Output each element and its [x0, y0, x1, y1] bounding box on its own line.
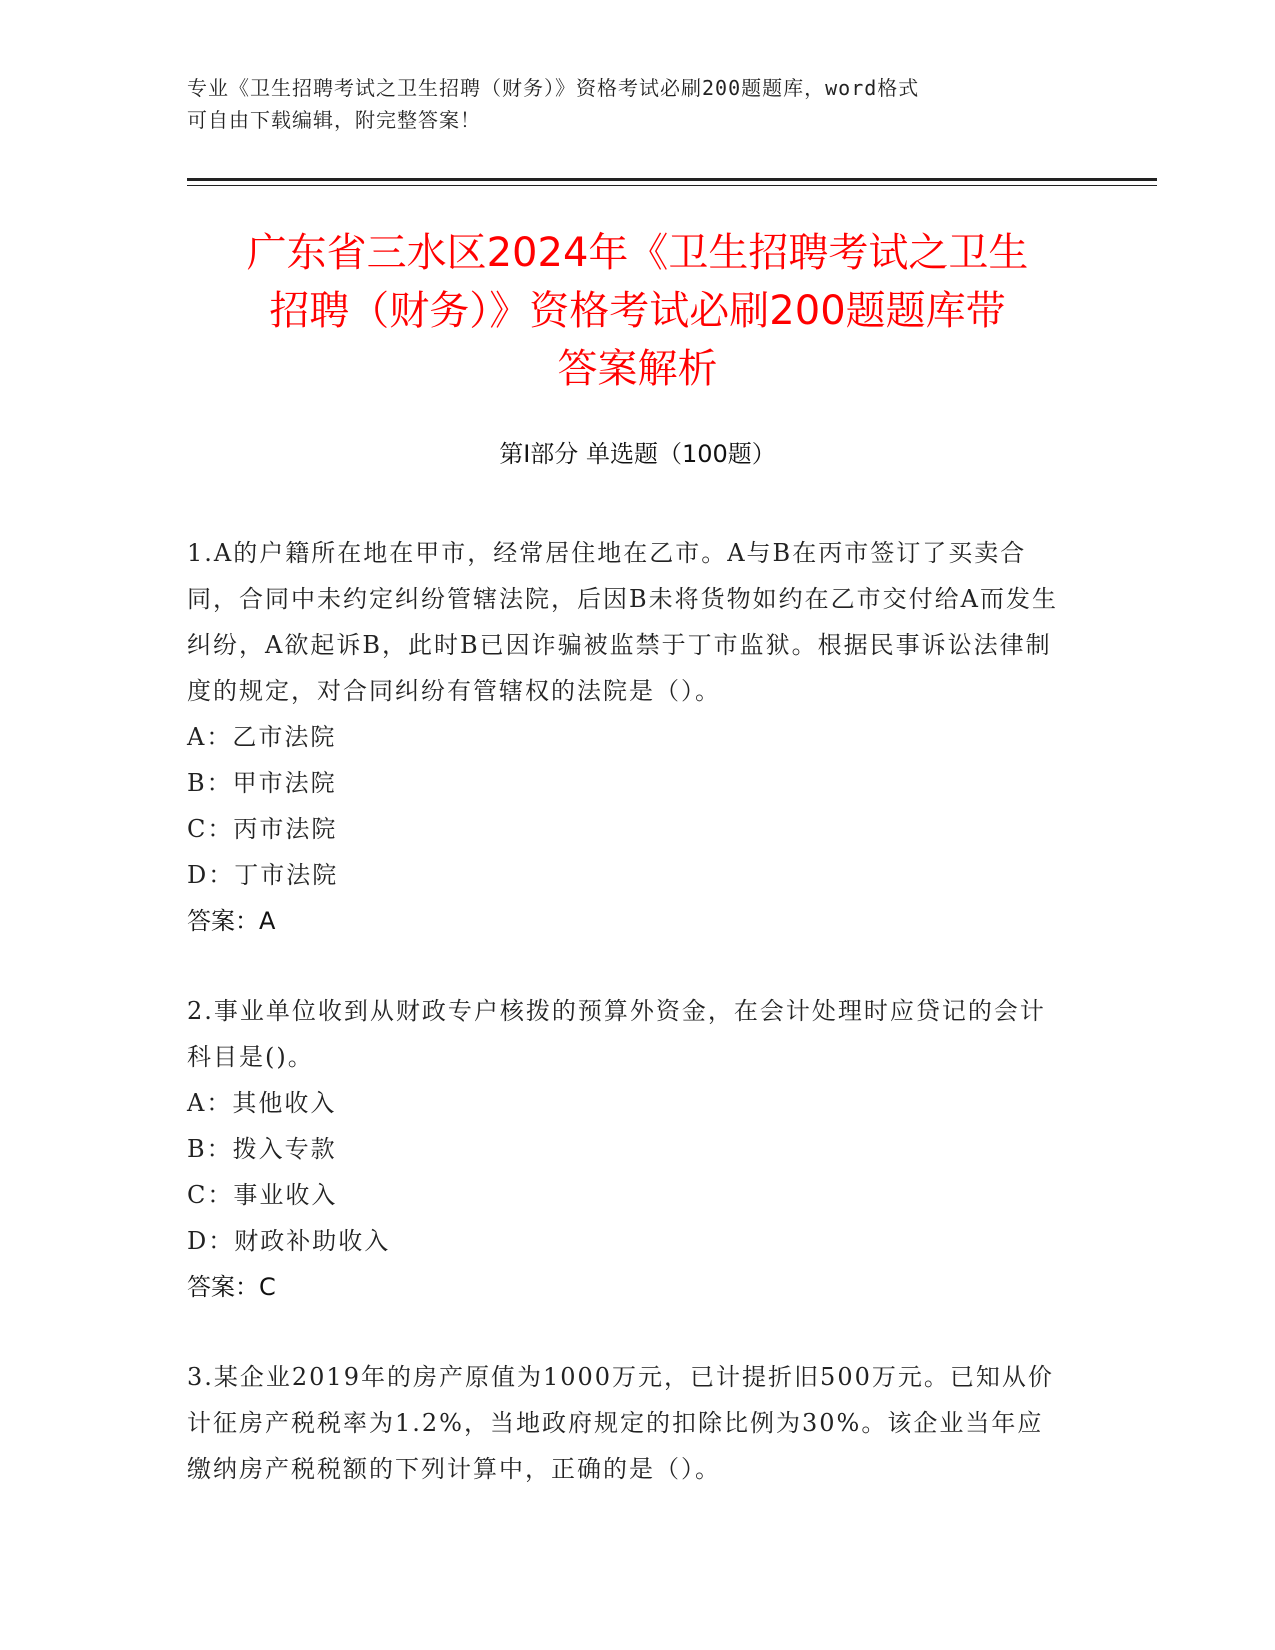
- question-stem: 1.A的户籍所在地在甲市，经常居住地在乙市。A与B在丙市签订了买卖合同，合同中未约定纠纷管辖法院，后因B未将货物如约在乙市交付给A而发生纠纷，A欲起诉B，此时B已因诈骗被监禁于丁市监狱。根据民事诉讼法律制度的规定，对合同纠纷有管辖权的法院是（）。: [187, 539, 1058, 705]
- header-note: [187, 72, 1087, 136]
- question-3: [187, 1354, 1067, 1492]
- option-b: B：甲市法院: [187, 769, 337, 797]
- option-c: C：事业收入: [187, 1181, 338, 1209]
- document-title: [170, 224, 1105, 398]
- question-list: [187, 530, 1067, 1536]
- option-a: A：乙市法院: [187, 723, 337, 751]
- header-note-line2: 可自由下载编辑，附完整答案！: [187, 108, 481, 132]
- header-rule-thin: [187, 185, 1157, 186]
- question-stem: 2.事业单位收到从财政专户核拨的预算外资金，在会计处理时应贷记的会计科目是()。: [187, 997, 1046, 1071]
- option-d: D：财政补助收入: [187, 1227, 391, 1255]
- header-rule-thick: [187, 178, 1157, 181]
- question-1: [187, 530, 1067, 944]
- title-line2: 招聘（财务）》资格考试必刷200题题库带: [269, 288, 1006, 334]
- answer: 答案：A: [187, 907, 276, 935]
- section-heading: 第Ⅰ部分 单选题（100题）: [499, 440, 776, 468]
- header-note-line1: 专业《卫生招聘考试之卫生招聘（财务）》资格考试必刷200题题库，word格式: [187, 76, 920, 100]
- option-c: C：丙市法院: [187, 815, 338, 843]
- title-line3: 答案解析: [557, 346, 718, 392]
- question-2: [187, 988, 1067, 1310]
- title-line1: 广东省三水区2024年《卫生招聘考试之卫生: [246, 230, 1029, 276]
- answer: 答案：C: [187, 1273, 276, 1301]
- question-stem: 3.某企业2019年的房产原值为1000万元，已计提折旧500万元。已知从价计征房产税税率为1.2%，当地政府规定的扣除比例为30%。该企业当年应缴纳房产税税额的下列计算中，正确的是（）。: [187, 1363, 1054, 1483]
- option-a: A：其他收入: [187, 1089, 337, 1117]
- option-d: D：丁市法院: [187, 861, 339, 889]
- option-b: B：拨入专款: [187, 1135, 337, 1163]
